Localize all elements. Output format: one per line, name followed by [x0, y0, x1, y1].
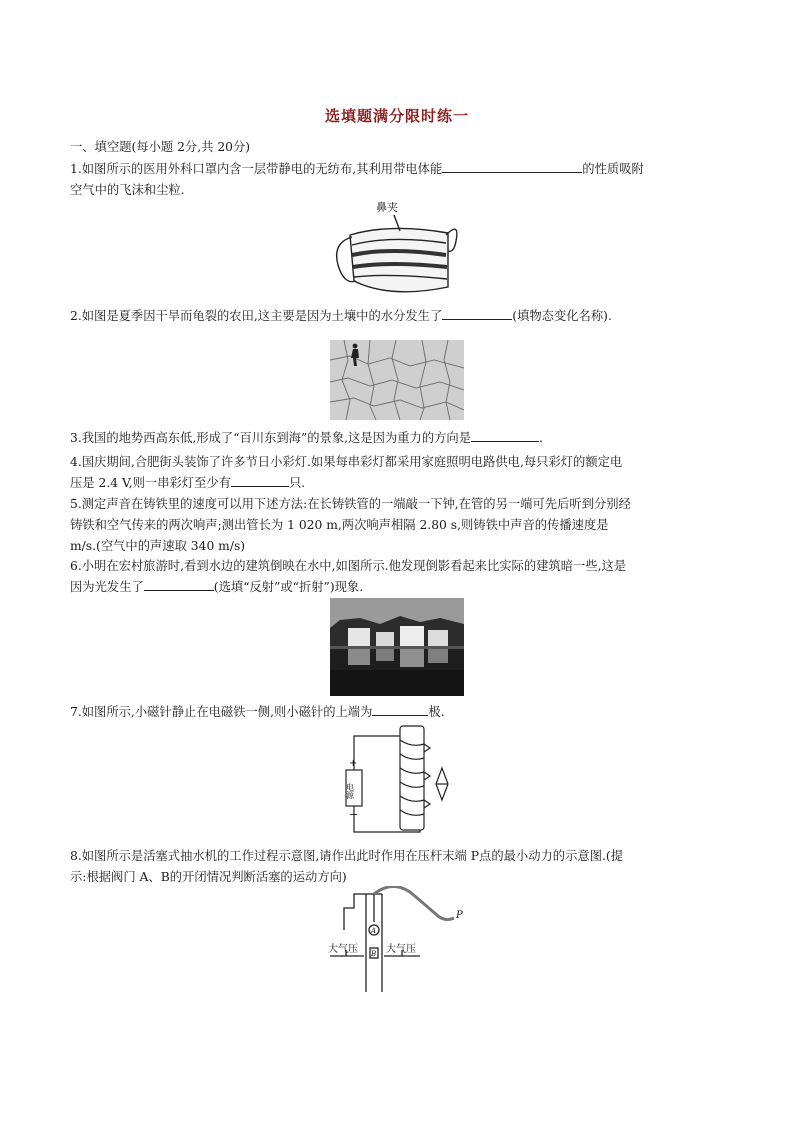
cracked-field-photo [330, 340, 464, 420]
question-3 [70, 428, 730, 448]
question-7 [70, 702, 730, 722]
mask-nose-clip-label: 鼻夹 [376, 201, 398, 214]
air-pressure-left-label: 大气压 [328, 944, 358, 955]
q3-text-a: 3.我国的地势西高东低,形成了“百川东到海”的景象,这是因为重力的方向是 [70, 431, 472, 445]
q3-text-b: . [539, 431, 543, 445]
q3-answer-blank[interactable] [471, 428, 539, 442]
q1-text-b: 的性质吸附 [582, 162, 644, 176]
point-p-label: P [456, 910, 463, 921]
village-reflection-photo [330, 598, 464, 696]
q5-text-a: 5.测定声音在铸铁里的速度可以用下述方法:在长铸铁管的一端敲一下钟,在管的另一端可先后听到分别经 [70, 497, 631, 511]
q6-text-a: 6.小明在宏村旅游时,看到水边的建筑倒映在水中,如图所示.他发现倒影看起来比实际的建筑暗一些,这是 [70, 559, 627, 573]
section-heading: 一、填空题(每小题 2分,共 20分) [70, 140, 251, 154]
q1-text-a: 1.如图所示的医用外科口罩内含一层带静电的无纺布,其利用带电体能 [70, 162, 443, 176]
q2-text-a: 2.如图是夏季因干旱而龟裂的农田,这主要是因为土壤中的水分发生了 [70, 309, 443, 323]
minus-sign: − [349, 808, 359, 821]
q8-text-a: 8.如图所示是活塞式抽水机的工作过程示意图,请作出此时作用在压杆末端 P点的最小动力的示意图.(提 [70, 849, 624, 863]
q7-text-b: 极. [428, 705, 445, 719]
q5-text-c: m/s.(空气中的声速取 340 m/s) [70, 539, 246, 553]
air-pressure-right-label: 大气压 [386, 944, 416, 955]
valve-a-label: A [371, 927, 377, 935]
question-4 [70, 473, 730, 493]
question-1 [70, 159, 730, 179]
q2-answer-blank[interactable] [442, 306, 512, 320]
q4-answer-blank[interactable] [231, 473, 289, 487]
question-6 [70, 577, 730, 597]
q6-text-b: 因为光发生了 [70, 580, 144, 594]
q4-text-b: 压是 2.4 V,则一串彩灯至少有 [70, 476, 231, 490]
q2-text-b: (填物态变化名称). [512, 309, 612, 323]
q6-text-c: (选填“反射”或“折射”)现象. [213, 580, 364, 594]
q5-text-b: 铸铁和空气传来的两次响声;测出管长为 1 020 m,两次响声相隔 2.80 s,则铸铁中声音的传播速度是 [70, 518, 609, 532]
q7-text-a: 7.如图所示,小磁针静止在电磁铁一侧,则小磁针的上端为 [70, 705, 373, 719]
mask-figure [330, 195, 470, 305]
piston-pump-figure [326, 886, 476, 992]
q1-answer-blank[interactable] [442, 159, 582, 173]
mask-body [350, 228, 448, 291]
plus-sign: + [349, 758, 358, 769]
electromagnet-figure [340, 722, 460, 840]
lever-handle [374, 886, 454, 919]
valve-b-label: B [371, 950, 377, 958]
q6-answer-blank[interactable] [144, 577, 214, 591]
question-2 [70, 306, 730, 326]
q7-answer-blank[interactable] [372, 702, 428, 716]
page-title: 选填题满分限时练一 [324, 107, 469, 125]
q4-text-a: 4.国庆期间,合肥街头装饰了许多节日小彩灯.如果每串彩灯都采用家庭照明电路供电,每只彩灯的额定电 [70, 455, 623, 469]
q1-text-c: 空气中的飞沫和尘粒. [70, 183, 185, 197]
power-label: 电源 [345, 783, 355, 799]
q8-text-b: 示:根据阀门 A、B的开闭情况判断活塞的运动方向) [70, 870, 347, 884]
q4-text-c: 只. [288, 476, 306, 490]
